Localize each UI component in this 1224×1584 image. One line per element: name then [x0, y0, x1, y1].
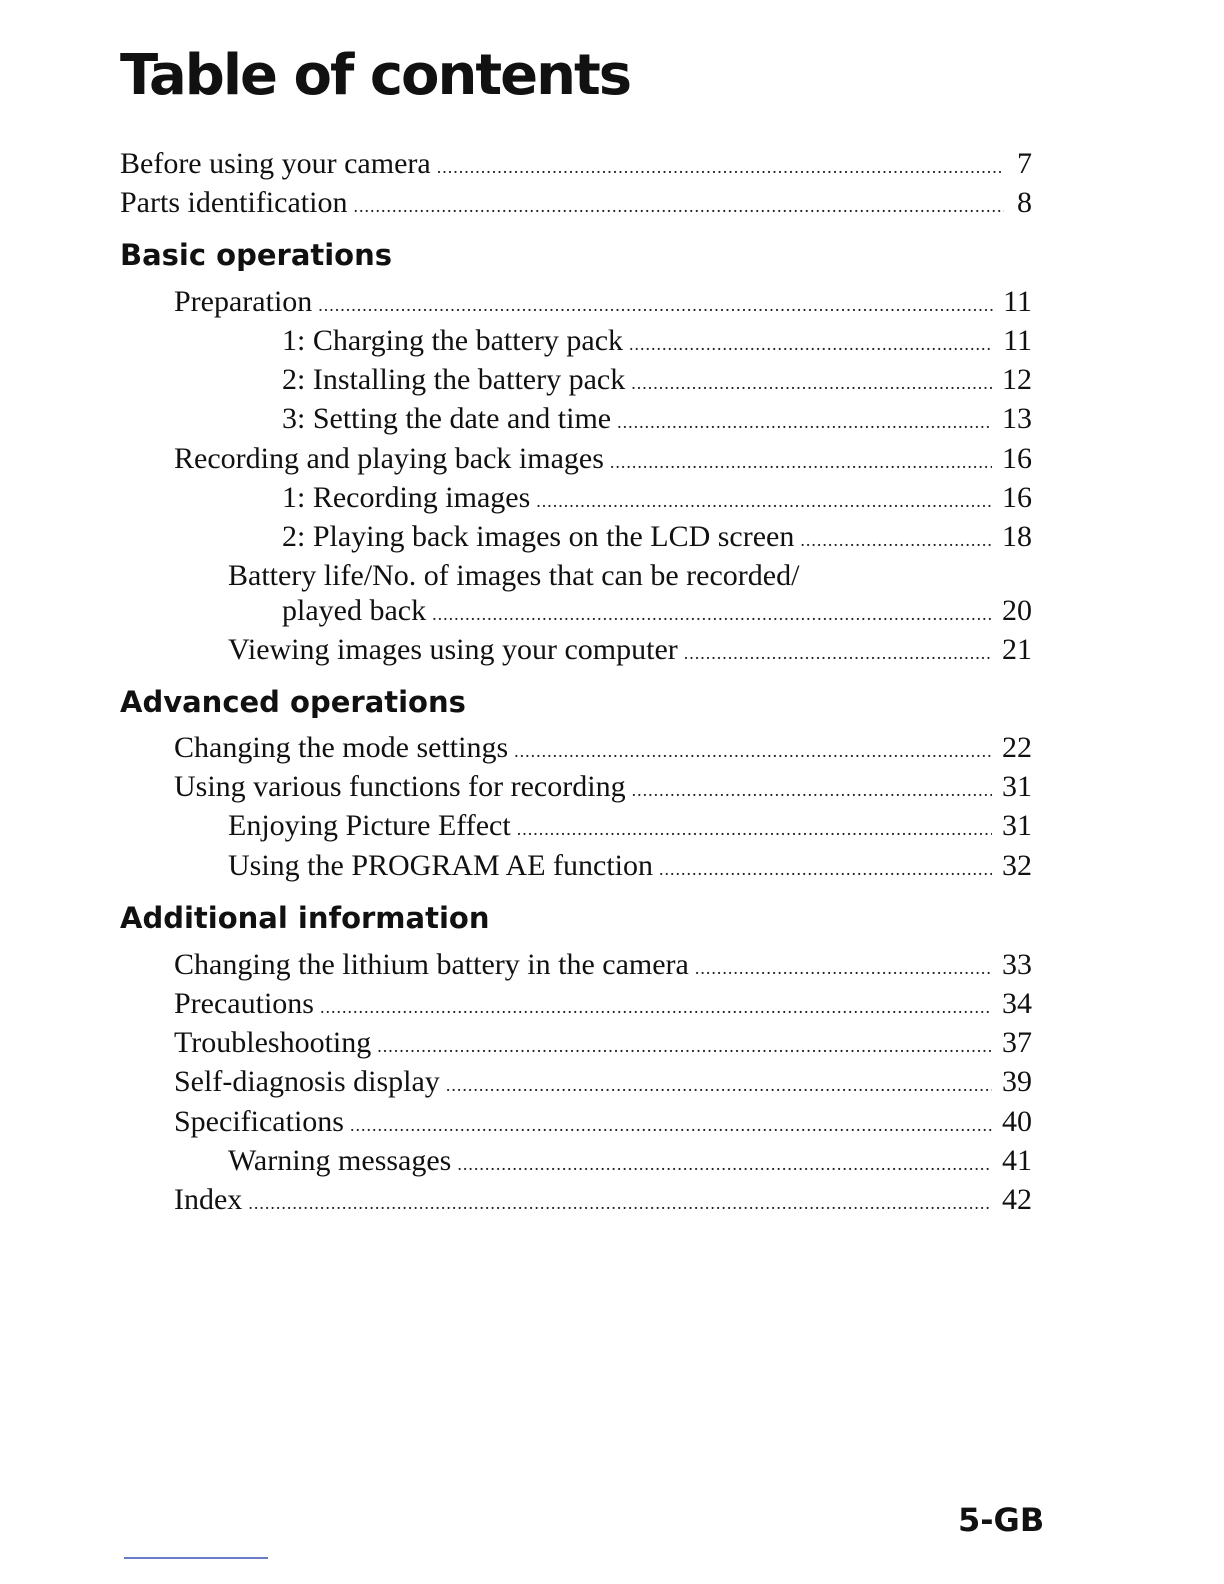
- toc-entry-parts-identification[interactable]: [120, 185, 1032, 221]
- toc-entry-label: Enjoying Picture Effect: [228, 809, 511, 842]
- dot-leader: [353, 188, 1004, 224]
- toc-entry-precautions[interactable]: [174, 986, 1032, 1022]
- toc-entry-page: 11: [1003, 285, 1032, 318]
- dot-leader: [632, 772, 992, 808]
- toc-entry-label: 2: Playing back images on the LCD screen: [282, 520, 795, 553]
- toc-entry-page: 20: [1002, 594, 1032, 627]
- toc-entry-page: 21: [1002, 633, 1032, 666]
- footer-divider: [124, 1557, 268, 1559]
- toc-entry-page: 11: [1003, 324, 1032, 357]
- dot-leader: [631, 365, 992, 401]
- toc-entry-label: Specifications: [174, 1105, 344, 1138]
- toc-entry-various-functions[interactable]: [174, 769, 1032, 805]
- toc-entry-viewing-computer[interactable]: [228, 632, 1032, 668]
- toc-entry-label: Using the PROGRAM AE function: [228, 849, 654, 882]
- dot-leader: [457, 1146, 992, 1182]
- toc-entry-page: 31: [1002, 809, 1032, 842]
- toc-entry-program-ae[interactable]: [228, 848, 1032, 884]
- toc-entry-label: Index: [174, 1183, 243, 1216]
- toc-entry-page: 41: [1002, 1144, 1032, 1177]
- toc-entry-installing-battery[interactable]: [282, 362, 1032, 398]
- dot-leader: [695, 950, 992, 986]
- toc-entry-label: Precautions: [174, 987, 314, 1020]
- dot-leader: [800, 522, 992, 558]
- toc-entry-warning-messages[interactable]: [228, 1143, 1032, 1179]
- toc-entry-index[interactable]: [174, 1182, 1032, 1218]
- dot-leader: [629, 326, 993, 362]
- toc-entry-recording-playing[interactable]: [174, 441, 1032, 477]
- toc-entry-lithium-battery[interactable]: [174, 947, 1032, 983]
- section-heading-additional-information: Additional information: [120, 901, 490, 935]
- page-title: Table of contents: [120, 43, 631, 108]
- toc-entry-page: 12: [1002, 363, 1032, 396]
- toc-entry-label: Viewing images using your computer: [228, 633, 678, 666]
- dot-leader: [610, 444, 992, 480]
- dot-leader: [318, 287, 993, 323]
- dot-leader: [684, 635, 992, 671]
- toc-entry-page: 37: [1002, 1026, 1032, 1059]
- toc-entry-page: 22: [1002, 731, 1032, 764]
- dot-leader: [659, 851, 992, 887]
- toc-entry-page: 8: [1017, 186, 1032, 219]
- toc-entry-page: 31: [1002, 770, 1032, 803]
- toc-entry-page: 39: [1002, 1065, 1032, 1098]
- toc-entry-battery-life-first-line[interactable]: Battery life/No. of images that can be recorded/: [228, 559, 800, 592]
- toc-entry-label: Self-diagnosis display: [174, 1065, 440, 1098]
- toc-entry-label: Changing the mode settings: [174, 731, 509, 764]
- dot-leader: [446, 1067, 992, 1103]
- toc-entry-label: played back: [282, 594, 427, 627]
- toc-entry-specifications[interactable]: [174, 1104, 1032, 1140]
- toc-entry-label: Troubleshooting: [174, 1026, 372, 1059]
- toc-entry-label: Parts identification: [120, 186, 348, 219]
- toc-entry-label: 2: Installing the battery pack: [282, 363, 626, 396]
- toc-entry-page: 34: [1002, 987, 1032, 1020]
- toc-entry-page: 32: [1002, 849, 1032, 882]
- toc-entry-page: 42: [1002, 1183, 1032, 1216]
- toc-entry-page: 16: [1002, 481, 1032, 514]
- toc-entry-label: Preparation: [174, 285, 313, 318]
- dot-leader: [437, 149, 1004, 185]
- dot-leader: [350, 1107, 992, 1143]
- toc-entry-label: 1: Charging the battery pack: [282, 324, 624, 357]
- toc-entry-mode-settings[interactable]: [174, 730, 1032, 766]
- dot-leader: [320, 989, 992, 1025]
- page-number: 5-GB: [958, 1501, 1045, 1539]
- toc-entry-page: 40: [1002, 1105, 1032, 1138]
- toc-entry-label: Before using your camera: [120, 147, 431, 180]
- dot-leader: [514, 733, 992, 769]
- toc-entry-page: 18: [1002, 520, 1032, 553]
- toc-entry-label: 1: Recording images: [282, 481, 531, 514]
- dot-leader: [248, 1185, 992, 1221]
- toc-entry-page: 7: [1017, 147, 1032, 180]
- toc-entry-before-using[interactable]: [120, 146, 1032, 182]
- toc-entry-label: Warning messages: [228, 1144, 452, 1177]
- dot-leader: [432, 596, 992, 632]
- dot-leader: [617, 404, 992, 440]
- toc-entry-troubleshooting[interactable]: [174, 1025, 1032, 1061]
- dot-leader: [517, 811, 992, 847]
- toc-entry-battery-life[interactable]: [282, 593, 1032, 629]
- toc-entry-self-diagnosis[interactable]: [174, 1064, 1032, 1100]
- toc-entry-label: Changing the lithium battery in the camera: [174, 948, 689, 981]
- dot-leader: [536, 483, 992, 519]
- section-heading-basic-operations: Basic operations: [120, 238, 393, 272]
- toc-entry-label: Recording and playing back images: [174, 442, 604, 475]
- toc-entry-setting-date-time[interactable]: [282, 401, 1032, 437]
- toc-entry-label: 3: Setting the date and time: [282, 402, 612, 435]
- toc-entry-page: 33: [1002, 948, 1032, 981]
- toc-entry-charging-battery[interactable]: [282, 323, 1032, 359]
- toc-entry-label: Using various functions for recording: [174, 770, 626, 803]
- toc-entry-page: 16: [1002, 442, 1032, 475]
- toc-entry-playing-back-lcd[interactable]: [282, 519, 1032, 555]
- section-heading-advanced-operations: Advanced operations: [120, 685, 466, 719]
- dot-leader: [377, 1028, 992, 1064]
- toc-entry-picture-effect[interactable]: [228, 808, 1032, 844]
- toc-entry-preparation[interactable]: [174, 284, 1032, 320]
- toc-entry-recording-images[interactable]: [282, 480, 1032, 516]
- toc-entry-page: 13: [1002, 402, 1032, 435]
